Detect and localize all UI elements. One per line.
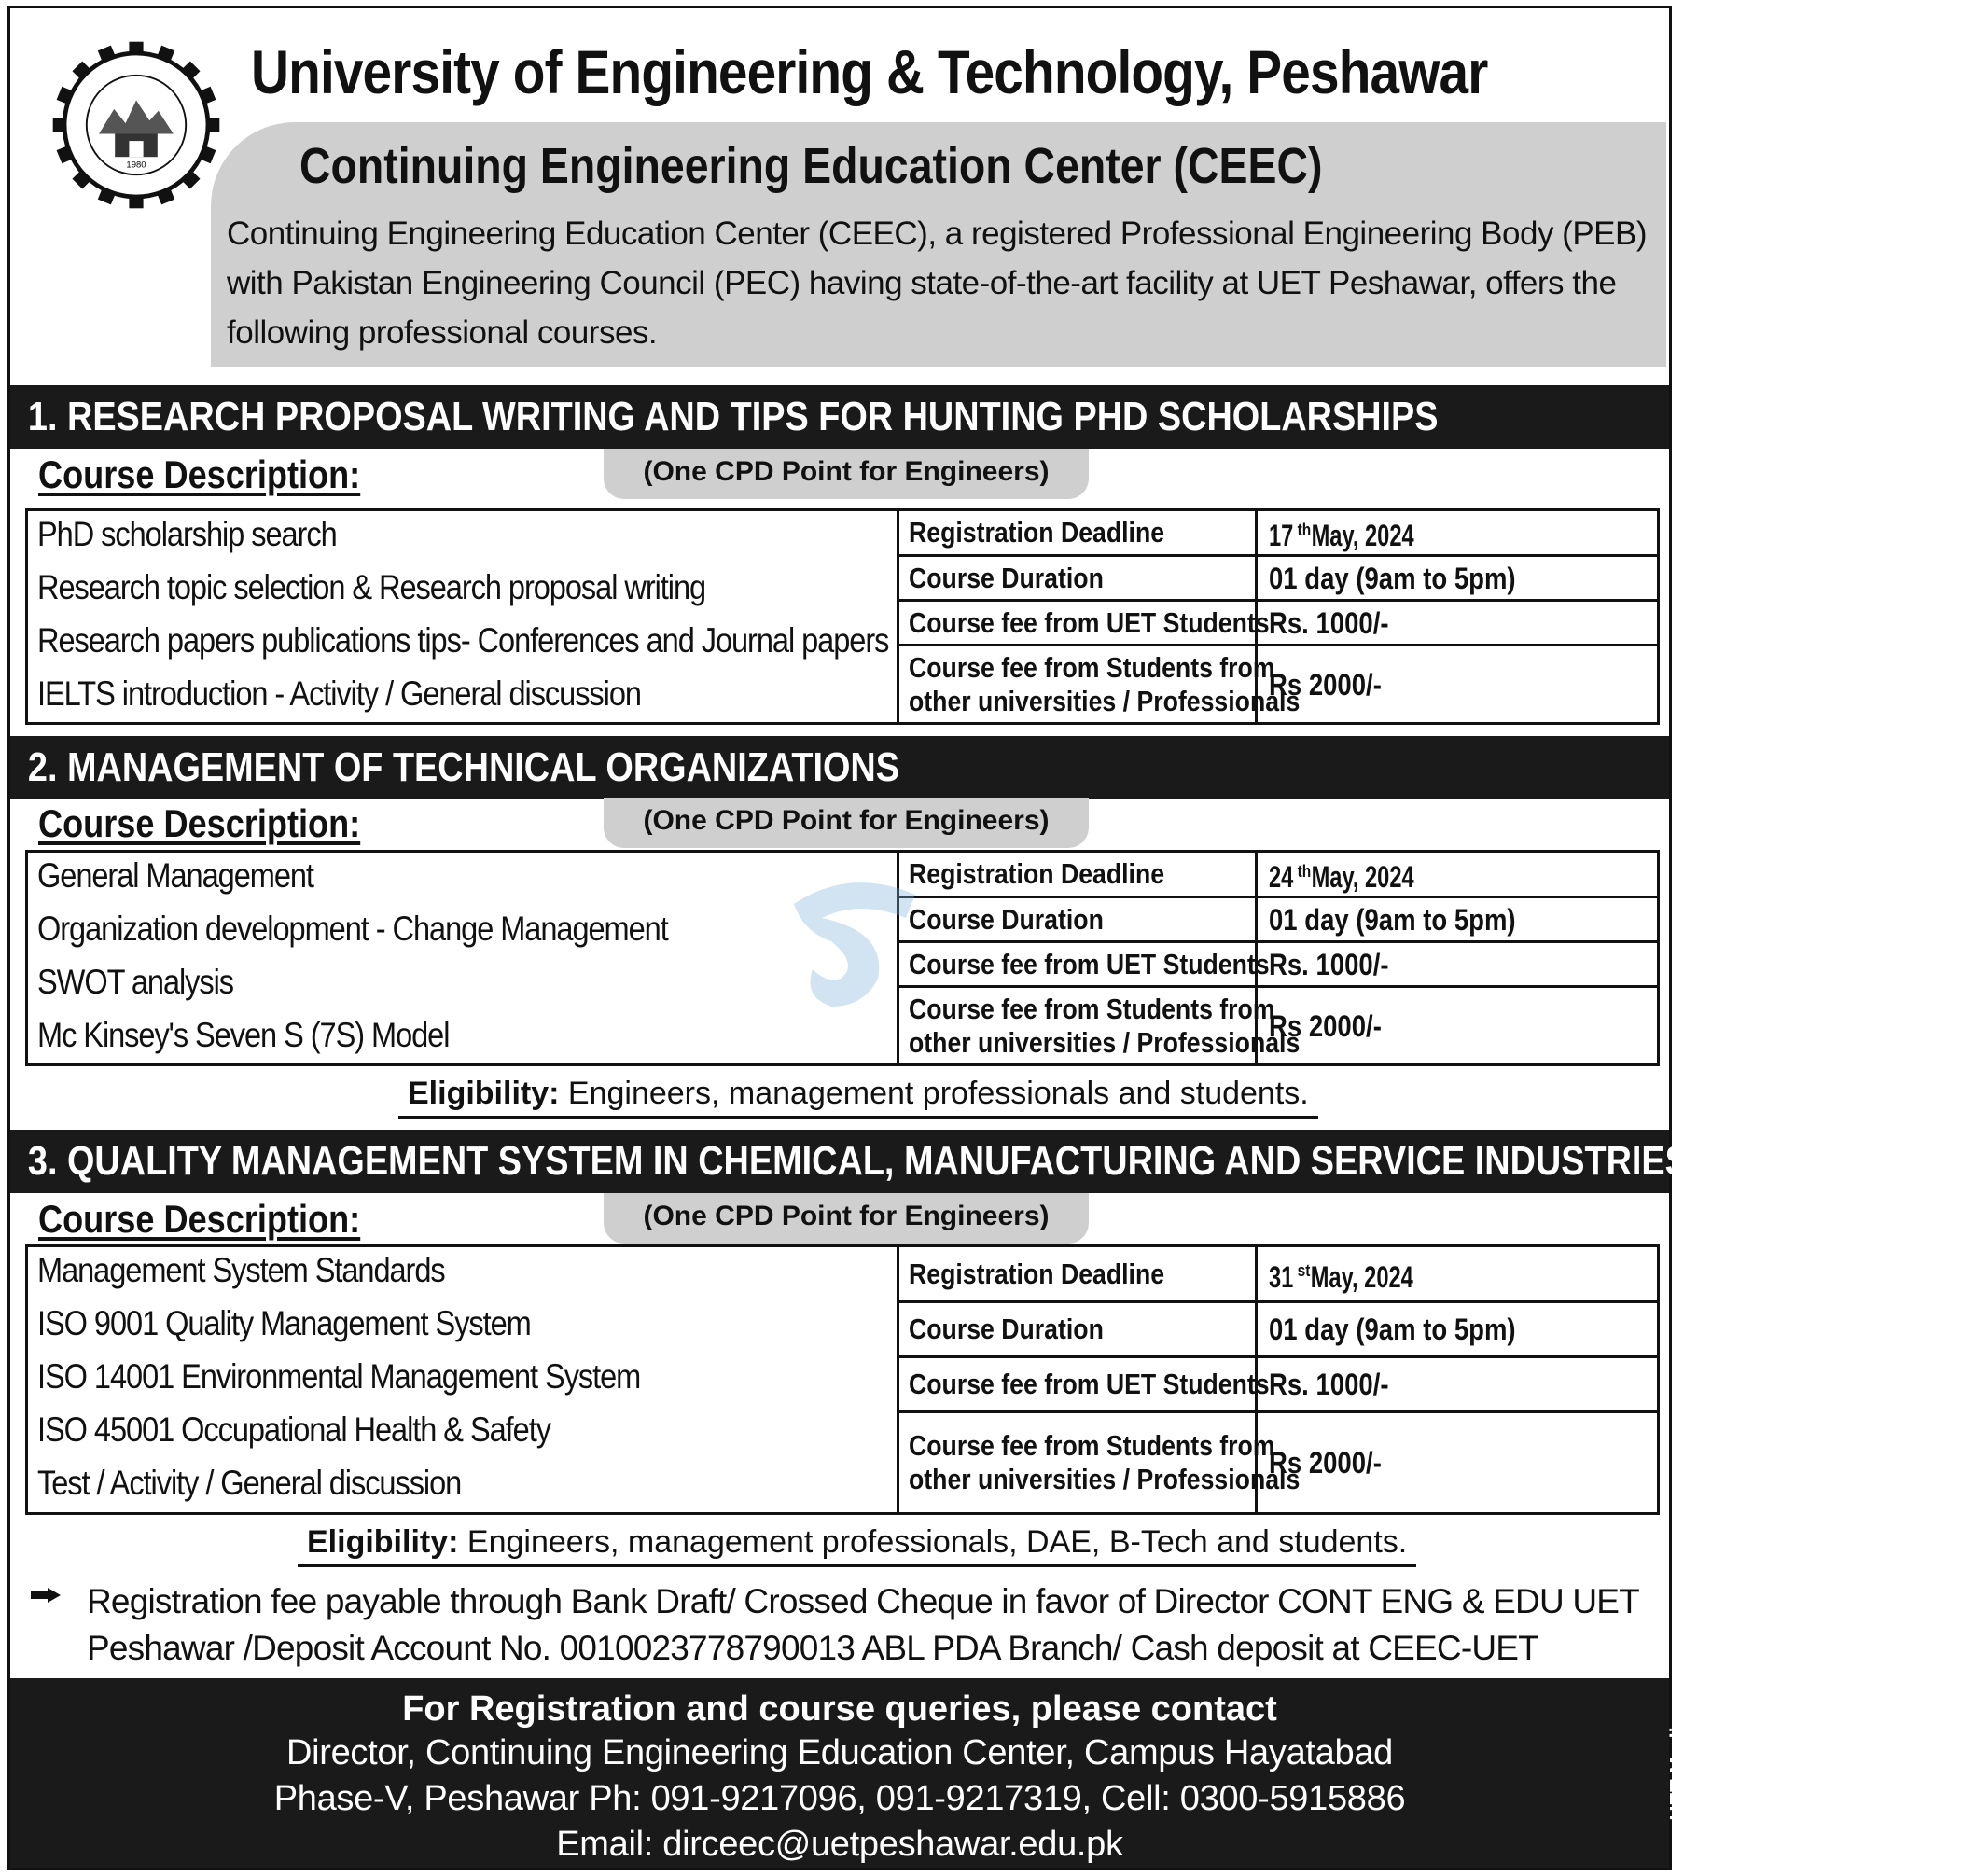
course-1-cpd-badge: (One CPD Point for Engineers) xyxy=(604,449,1089,499)
center-title: Continuing Engineering Education Center (CEEC) xyxy=(299,138,1323,194)
course-3-table xyxy=(25,1244,1660,1515)
contact-footer xyxy=(10,1678,1669,1868)
info-row-other-fee: Course fee from Students from other universities / Professionals Rs 2000/- xyxy=(899,988,1657,1063)
contact-line: Phase-V, Peshawar Ph: 091-9217096, 091-9217319, Cell: 0300-5915886 xyxy=(273,1779,1406,1818)
topic-item: Test / Activity / General discussion xyxy=(37,1464,462,1502)
info-row-duration: Course Duration 01 day (9am to 5pm) xyxy=(899,898,1657,943)
course-3-title-bar: 3. QUALITY MANAGEMENT SYSTEM IN CHEMICAL, MANUFACTURING AND SERVICE INDUSTRIES xyxy=(10,1130,1669,1193)
course-2-topics xyxy=(28,853,899,1063)
info-row-uet-fee: Course fee from UET Students Rs. 1000/- xyxy=(899,943,1657,988)
contact-line: Director, Continuing Engineering Education Center, Campus Hayatabad xyxy=(285,1733,1394,1772)
topic-item: ISO 45001 Occupational Health & Safety xyxy=(37,1410,550,1449)
topic-item: Mc Kinsey's Seven S (7S) Model xyxy=(37,1016,450,1054)
topic-item: PhD scholarship search xyxy=(37,515,337,553)
course-1-table xyxy=(25,508,1660,725)
topic-item: SWOT analysis xyxy=(37,963,234,1001)
topic-item: General Management xyxy=(37,856,313,895)
course-1-topics xyxy=(28,511,899,722)
contact-heading: For Registration and course queries, please contact xyxy=(402,1689,1277,1729)
payment-note: Registration fee payable through Bank Draft/ Crossed Cheque in favor of Director CONT ENG & EDU UET Peshawar /Deposit Account No. 0010023778790013 ABL PDA Branch/ Cash deposit at CEEC-UET xyxy=(29,1578,1662,1672)
course-2-cpd-badge: (One CPD Point for Engineers) xyxy=(604,798,1089,848)
watermark-icon xyxy=(775,867,925,1016)
svg-text:1980: 1980 xyxy=(126,160,146,171)
course-3-topics xyxy=(28,1247,899,1512)
info-row-uet-fee: Course fee from UET Students Rs. 1000/- xyxy=(899,602,1657,646)
course-3-cpd-badge: (One CPD Point for Engineers) xyxy=(604,1193,1089,1244)
course-1-description-label: Course Description: xyxy=(38,452,361,496)
topic-item: ISO 9001 Quality Management System xyxy=(37,1304,531,1342)
course-3-info xyxy=(899,1247,1657,1512)
info-row-deadline: Registration Deadline 24 $^{th}$May, 2024 xyxy=(899,853,1657,898)
topic-item: ISO 14001 Environmental Management System xyxy=(37,1357,641,1396)
info-row-other-fee: Course fee from Students from other universities / Professionals Rs 2000/- xyxy=(899,1413,1657,1512)
university-title: University of Engineering & Technology, Peshawar xyxy=(251,37,1488,106)
advertisement-page xyxy=(7,6,1689,1870)
course-1-title-bar: 1. RESEARCH PROPOSAL WRITING AND TIPS FOR HUNTING PHD SCHOLARSHIPS xyxy=(10,385,1669,449)
info-row-duration: Course Duration 01 day (9am to 5pm) xyxy=(899,557,1657,602)
info-row-uet-fee: Course fee from UET Students Rs. 1000/- xyxy=(899,1358,1657,1413)
topic-item: Research papers publications tips- Conferences and Journal papers xyxy=(37,621,889,660)
course-2-eligibility: Eligibility: Engineers, management professionals and students. xyxy=(398,1076,1318,1119)
topic-item: Organization development - Change Management xyxy=(37,910,668,948)
course-1-info xyxy=(899,511,1657,722)
contact-email: Email: dirceec@uetpeshawar.edu.pk xyxy=(556,1825,1123,1864)
intro-text: Continuing Engineering Education Center (CEEC), a registered Professional Engineering Body (PEB) with Pakistan Engineering Council (PEC) having state-of-the-art facility at UET Peshawar, offers the following professional courses. xyxy=(227,215,1648,351)
topic-item: Research topic selection & Research proposal writing xyxy=(37,568,706,606)
course-2-title-bar: 2. MANAGEMENT OF TECHNICAL ORGANIZATIONS xyxy=(10,736,1669,799)
course-2-info xyxy=(899,853,1657,1063)
topic-item: IELTS introduction - Activity / General discussion xyxy=(37,674,641,713)
info-row-deadline: Registration Deadline 17 $^{th}$May, 2024 xyxy=(899,511,1657,557)
university-logo-icon xyxy=(48,36,225,214)
info-row-duration: Course Duration 01 day (9am to 5pm) xyxy=(899,1303,1657,1358)
course-3-description-label: Course Description: xyxy=(38,1197,361,1241)
course-3-eligibility: Eligibility: Engineers, management professionals, DAE, B-Tech and students. xyxy=(298,1524,1416,1567)
topic-item: Management System Standards xyxy=(37,1251,445,1289)
media-credit: UET Media xyxy=(1665,1716,1689,1821)
course-2-description-label: Course Description: xyxy=(38,801,361,845)
info-row-other-fee: Course fee from Students from other universities / Professionals Rs 2000/- xyxy=(899,646,1657,722)
info-row-deadline: Registration Deadline 31 $^{st}$May, 2024 xyxy=(899,1247,1657,1303)
pointing-hand-icon xyxy=(29,1584,63,1606)
